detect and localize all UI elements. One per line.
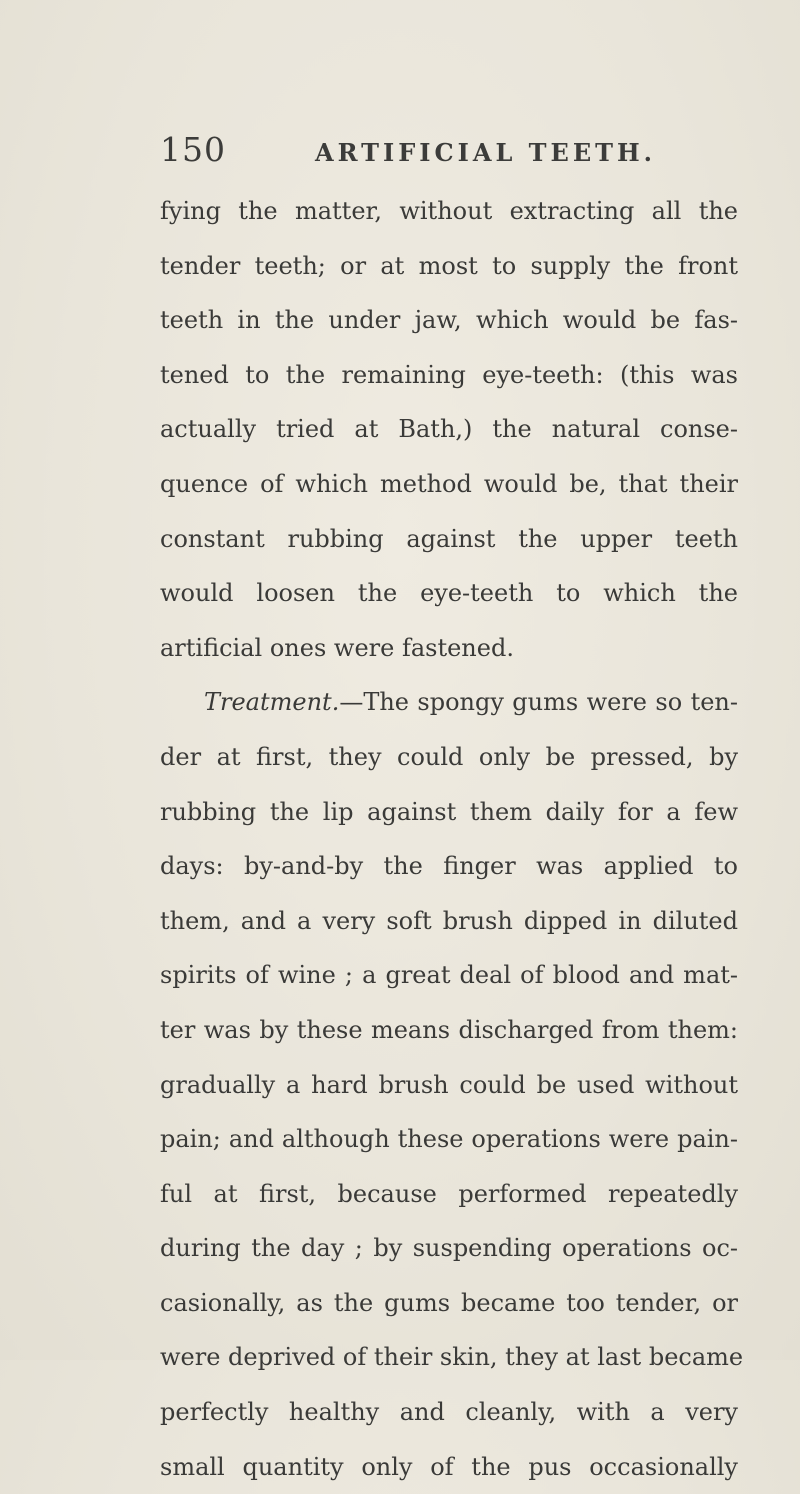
text-line: ter was by these means discharged from them: <box>160 1015 738 1044</box>
text-line: pain; and although these operations were pain- <box>160 1125 738 1154</box>
page-header <box>160 130 780 180</box>
text-line: ful at first, because performed repeatedly <box>160 1179 738 1208</box>
text-line: actually tried at Bath,) the natural conse- <box>160 415 738 444</box>
text-line: constant rubbing against the upper teeth <box>160 524 738 553</box>
text-line: were deprived of their skin, they at last became <box>160 1343 744 1372</box>
text-line: der at first, they could only be pressed, by <box>160 742 738 771</box>
text-line: perfectly healthy and cleanly, with a very <box>160 1398 738 1427</box>
running-head: ARTIFICIAL TEETH. <box>315 138 657 167</box>
page-number: 150 <box>160 130 226 169</box>
text-line: quence of which method would be, that their <box>160 469 738 498</box>
text-line: tender teeth; or at most to supply the front <box>160 251 738 280</box>
text-line: would loosen the eye-teeth to which the <box>160 579 738 608</box>
text-line: small quantity only of the pus occasionally <box>160 1452 738 1481</box>
text-line: teeth in the under jaw, which would be fas- <box>160 306 738 335</box>
body-text <box>160 184 744 1494</box>
text-line: fying the matter, without extracting all the <box>160 197 738 225</box>
text-line: during the day ; by suspending operations oc- <box>160 1234 738 1263</box>
paragraph-first-line <box>160 675 738 730</box>
text-line: them, and a very soft brush dipped in diluted <box>160 906 738 935</box>
text-fragment: —The spongy gums were so ten- <box>339 688 738 717</box>
section-heading: Treatment. <box>204 688 340 717</box>
text-line: gradually a hard brush could be used without <box>160 1070 738 1099</box>
text-line: rubbing the lip against them daily for a few <box>160 797 738 826</box>
text-line: tened to the remaining eye-teeth: (this was <box>160 360 738 389</box>
text-line: casionally, as the gums became too tender, or <box>160 1288 738 1317</box>
text-line: days: by-and-by the finger was applied to <box>160 852 738 881</box>
text-line: spirits of wine ; a great deal of blood and mat- <box>160 961 738 990</box>
text-line: artificial ones were fastened. <box>160 633 514 662</box>
